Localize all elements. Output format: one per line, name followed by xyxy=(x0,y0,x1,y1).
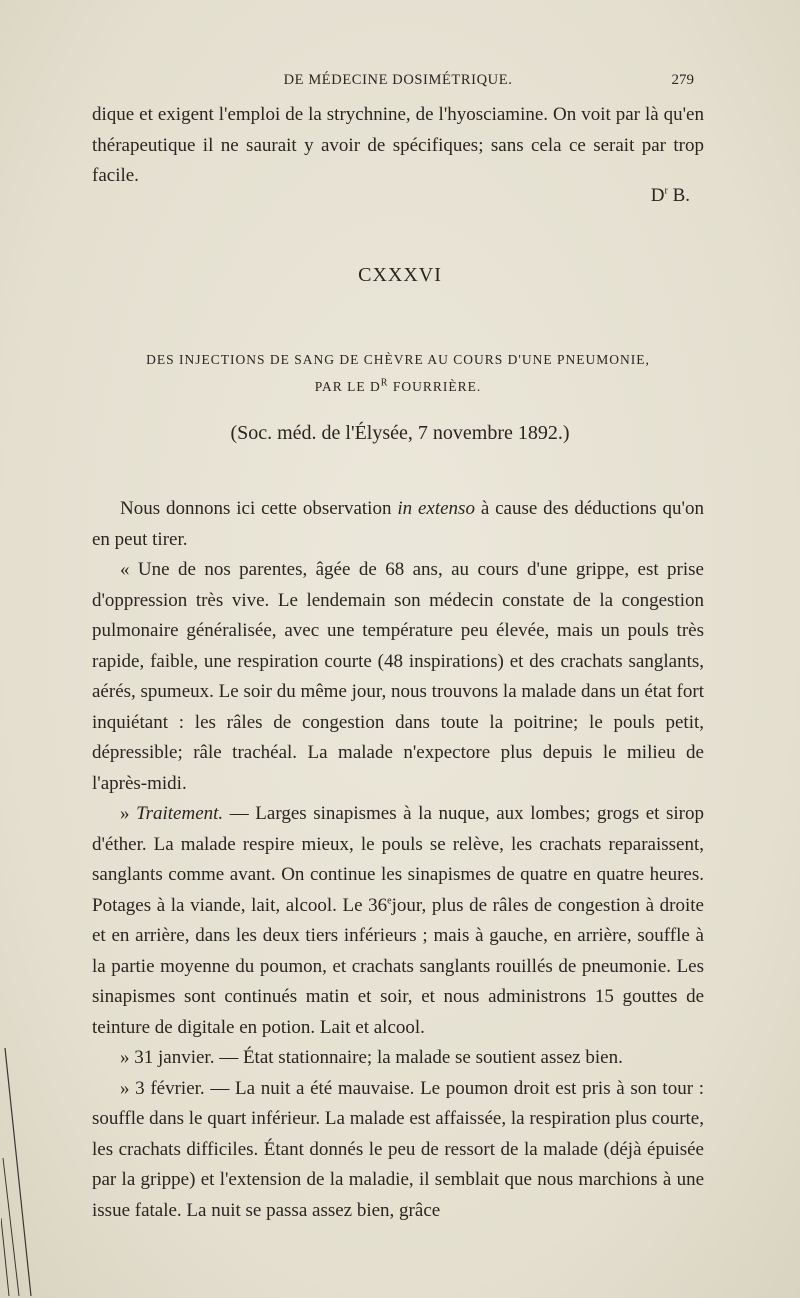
signature-prefix: D xyxy=(650,185,665,206)
page-number: 279 xyxy=(671,72,694,88)
p3-text-a: » xyxy=(120,803,137,824)
article-title xyxy=(92,346,704,400)
body-paragraph-4: » 31 janvier. — État stationnaire; la malade se soutient assez bien. xyxy=(120,1047,623,1068)
body-paragraph-2: « Une de nos parentes, âgée de 68 ans, au cours d'une grippe, est prise d'oppression très vive. Le lendemain son médecin constate de la congestion pulmonaire généralisée, avec une température peu élevée, mais un pouls très rapide, faible, une respiration courte (48 inspirations) et des crachats sanglants, aérés, spumeux. Le soir du même jour, nous trouvons la malade dans un état fort inquiétant : les râles de congestion dans toute la poitrine; le pouls petit, dépressible; râle trachéal. La malade n'expectore plus depuis le milieu de l'après-midi. xyxy=(92,559,704,794)
body-paragraph-5: » 3 février. — La nuit a été mauvaise. Le poumon droit est pris à son tour : souffle dans le quart inférieur. La malade est affaissée, la respiration plus courte, les crachats difficiles. Étant donnés le peu de ressort de la malade (déjà épuisée par la grippe) et l'extension de la maladie, il semblait que nous marchions à une issue fatale. La nuit se passa assez bien, grâce xyxy=(92,1077,704,1221)
article-title-line-2 xyxy=(92,373,704,400)
signature-rest: B. xyxy=(667,185,690,206)
p1-text-a: Nous donnons ici cette observation xyxy=(120,498,398,519)
signature-sup: r xyxy=(664,185,668,197)
signature xyxy=(651,185,690,207)
title-author-sup: R xyxy=(380,377,389,389)
page-edge-shadow xyxy=(0,1038,41,1298)
p3-text-b: — Larges sinapismes à la nuque, aux lombes; grogs et sirop d'éther. La malade respire mieux, le pouls se relève, les crachats reparaissent, sanglants comme avant. On continue les sinapismes de quatre en quatre heures. Potages à la viande, lait, alcool. Le 36 xyxy=(92,803,705,916)
title-author-prefix: PAR LE D xyxy=(314,379,381,394)
body-paragraph-3 xyxy=(92,799,704,1043)
title-author-rest: FOURRIÈRE. xyxy=(388,379,482,394)
running-header xyxy=(92,72,704,94)
body-paragraph-1 xyxy=(92,494,704,555)
section-number: CXXXVI xyxy=(358,264,442,286)
running-title: DE MÉDECINE DOSIMÉTRIQUE. xyxy=(283,72,513,88)
intro-continuation: dique et exigent l'emploi de la strychnine, de l'hyosciamine. On voit par là qu'en thérapeutique il ne saurait y avoir de spécifiques; sans cela ce serait par trop facile. xyxy=(92,104,704,186)
article-body xyxy=(92,494,704,1226)
article-source: (Soc. méd. de l'Élysée, 7 novembre 1892.) xyxy=(230,422,570,444)
p3-italic: Traitement. xyxy=(136,803,224,824)
p1-italic: in extenso xyxy=(397,498,475,519)
article-title-line-1: DES INJECTIONS DE SANG DE CHÈVRE AU COURS D'UNE PNEUMONIE, xyxy=(146,352,650,367)
p3-sup: e xyxy=(387,895,392,907)
p3-text-c: jour, plus de râles de congestion à droite et en arrière, dans les deux tiers inférieurs ; mais à gauche, en arrière, souffle à la partie moyenne du poumon, et crachats sanglants rouillés de pneumonie. Les sinapismes sont continués matin et soir, et nous administrons 15 gouttes de teinture de digitale en potion. Lait et alcool. xyxy=(92,894,704,1038)
p1-text-b: à cause des déductions qu'on en peut tirer. xyxy=(92,498,704,550)
intro-paragraph xyxy=(92,100,704,192)
